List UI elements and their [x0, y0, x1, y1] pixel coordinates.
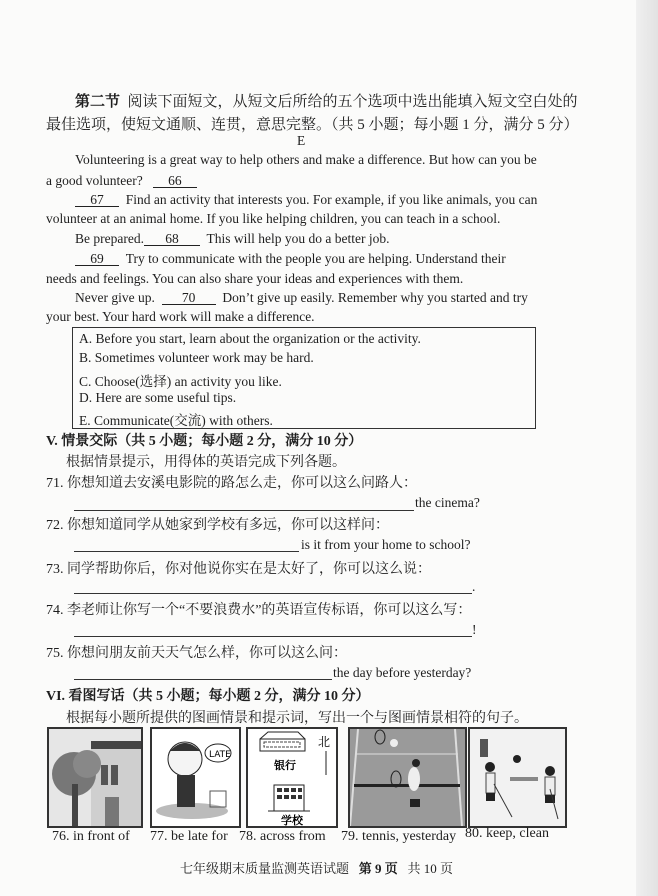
option-d: D. Here are some useful tips.	[79, 390, 237, 405]
answer-line-73[interactable]	[74, 593, 472, 594]
caption-76: 76. in front of	[52, 829, 130, 844]
question-tail: the day before yesterday?	[333, 665, 472, 680]
question-73: 73. 同学帮助你后，你对他说你实在是太好了，你可以这么说：	[46, 562, 431, 577]
question-tail: !	[472, 622, 477, 637]
blank-68: 68	[144, 232, 200, 246]
section-title: V. 情景交际（共 5 小题；每小题 2 分，满分 10 分）	[46, 434, 363, 449]
instruction: 阅读下面短文，从短文后所给的五个选项中选出能填入短文空白处的	[127, 94, 578, 110]
question-72: 72. 你想知道同学从她家到学校有多远，你可以这样问：	[46, 518, 389, 533]
picture-80-cleaning	[468, 727, 567, 828]
instruction: 最佳选项，使短文通顺、连贯，意思完整。（共 5 小题；每小题 1 分，满分 5 分）	[46, 117, 579, 133]
answer-line-72[interactable]	[74, 551, 299, 552]
passage-line: Try to communicate with the people you are helping. Understand their	[125, 251, 506, 266]
passage-line: Never give up.	[75, 290, 155, 305]
passage-line: Don’t give up easily. Remember why you started and try	[222, 290, 528, 305]
option-e: E. Communicate(交流) with others.	[79, 413, 273, 428]
option-a: A. Before you start, learn about the organization or the activity.	[79, 331, 421, 346]
blank-70: 70	[162, 291, 216, 305]
passage-label: E	[297, 133, 306, 148]
question-75: 75. 你想问朋友前天天气怎么样，你可以这么问：	[46, 646, 347, 661]
footer-page: 第 9 页	[358, 861, 398, 876]
picture-76-house-tree	[47, 727, 143, 828]
options-box	[72, 327, 536, 429]
svg-text:北: 北	[318, 735, 331, 749]
passage-line: Volunteering is a great way to help others and make a difference. But how can you be	[75, 152, 537, 167]
instruction: 根据情景提示，用得体的英语完成下列各题。	[66, 455, 346, 470]
footer-title: 七年级期末质量监测英语试题	[180, 861, 350, 876]
footer-total: 共 10 页	[407, 861, 454, 876]
picture-78-map	[246, 727, 338, 828]
passage-line: needs and feelings. You can also share your ideas and experiences with them.	[46, 271, 464, 286]
caption-78: 78. across from	[239, 829, 326, 844]
passage-line: This will help you do a better job.	[206, 231, 390, 246]
caption-77: 77. be late for	[150, 829, 228, 844]
question-74: 74. 李老师让你写一个“不要浪费水”的英语宣传标语，你可以这么写：	[46, 603, 472, 618]
answer-line-74[interactable]	[74, 636, 472, 637]
section-title: VI. 看图写话（共 5 小题；每小题 2 分，满分 10 分）	[46, 689, 370, 704]
question-tail: .	[472, 579, 476, 594]
footer	[180, 858, 453, 877]
instruction: 根据每小题所提供的图画情景和提示词，写出一个与图画情景相符的句子。	[66, 711, 528, 726]
option-b: B. Sometimes volunteer work may be hard.	[79, 350, 314, 365]
question-71: 71. 你想知道去安溪电影院的路怎么走，你可以这么问路人：	[46, 476, 417, 491]
caption-80: 80. keep, clean	[465, 826, 549, 841]
question-tail: the cinema?	[415, 495, 480, 510]
svg-text:银行: 银行	[274, 760, 296, 772]
passage-line: a good volunteer?	[46, 173, 143, 188]
option-c: C. Choose(选择) an activity you like.	[79, 374, 282, 389]
section-title: 第二节	[75, 94, 121, 110]
passage-line: volunteer at an animal home. If you like helping children, you can teach in a school.	[46, 211, 501, 226]
picture-77-late-boy	[150, 727, 241, 828]
blank-66: 66	[153, 174, 197, 188]
picture-79-tennis	[348, 727, 467, 828]
answer-line-75[interactable]	[74, 679, 332, 680]
blank-69: 69	[75, 252, 119, 266]
svg-text:LATE: LATE	[209, 750, 231, 760]
passage-line: Find an activity that interests you. For example, if you like animals, you can	[125, 192, 538, 207]
caption-79: 79. tennis, yesterday	[341, 829, 457, 844]
question-tail: is it from your home to school?	[301, 537, 471, 552]
svg-text:学校: 学校	[281, 815, 303, 826]
passage-line: your best. Your hard work will make a difference.	[46, 309, 315, 324]
answer-line-71[interactable]	[74, 510, 414, 511]
scan-edge	[636, 0, 658, 896]
blank-67: 67	[75, 193, 119, 207]
passage-line: Be prepared.	[75, 231, 144, 246]
